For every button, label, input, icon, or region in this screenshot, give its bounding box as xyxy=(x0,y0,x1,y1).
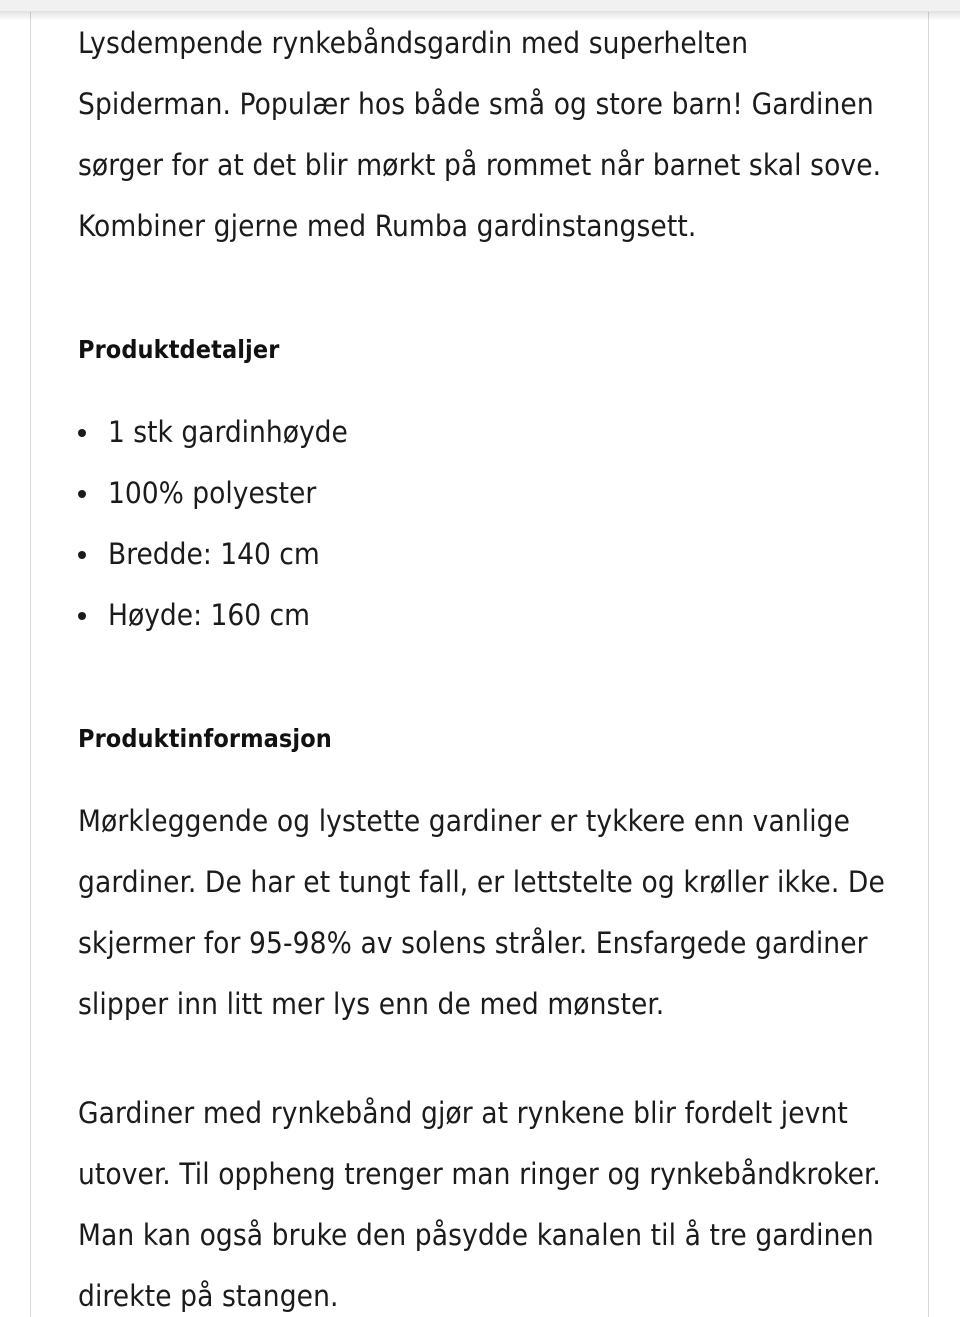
bullet-icon xyxy=(78,551,86,559)
list-item xyxy=(78,524,888,585)
info-paragraph-2: Gardiner med rynkebånd gjør at rynkene blir fordelt jevnt utover. Til oppheng trenger man ringer og rynkebåndkroker. Man kan også bruke den påsydde kanalen til å tre gardinen direkte på stangen. xyxy=(78,1096,881,1313)
heading-produktdetaljer: Produktdetaljer xyxy=(78,335,280,364)
info-paragraph-1: Mørkleggende og lystette gardiner er tykkere enn vanlige gardiner. De har et tungt fall, er lettstelte og krøller ikke. De skjermer for 95-98% av solens stråler. Ensfargede gardiner slipper inn litt mer lys enn de med mønster. xyxy=(78,804,885,1021)
product-details-list xyxy=(78,402,888,646)
bullet-icon xyxy=(78,429,86,437)
heading-gap xyxy=(78,380,888,402)
bullet-icon xyxy=(78,490,86,498)
vertical-scrollbar-track[interactable] xyxy=(940,0,958,1317)
list-item xyxy=(78,402,888,463)
browser-chrome-band xyxy=(0,0,960,12)
list-item xyxy=(78,463,888,524)
content-left-rule xyxy=(30,0,31,1317)
description-content xyxy=(78,0,888,1317)
list-item xyxy=(78,585,888,646)
heading-gap xyxy=(78,769,888,791)
list-item-label: 1 stk gardinhøyde xyxy=(108,415,348,449)
heading-produktinformasjon: Produktinformasjon xyxy=(78,724,332,753)
list-item-label: Bredde: 140 cm xyxy=(108,537,320,571)
intro-paragraph: Lysdempende rynkebåndsgardin med superhelten Spiderman. Populær hos både små og store barn! Gardinen sørger for at det blir mørkt på rommet når barnet skal sove. Kombiner gjerne med Rumba gardinstangsett. xyxy=(78,26,882,243)
bullet-icon xyxy=(78,612,86,620)
paragraph-spacer xyxy=(78,1035,888,1083)
section-spacer xyxy=(78,257,888,319)
list-item-label: 100% polyester xyxy=(108,476,317,510)
list-item-label: Høyde: 160 cm xyxy=(108,598,310,632)
content-right-rule xyxy=(928,0,929,1317)
section-spacer xyxy=(78,646,888,708)
